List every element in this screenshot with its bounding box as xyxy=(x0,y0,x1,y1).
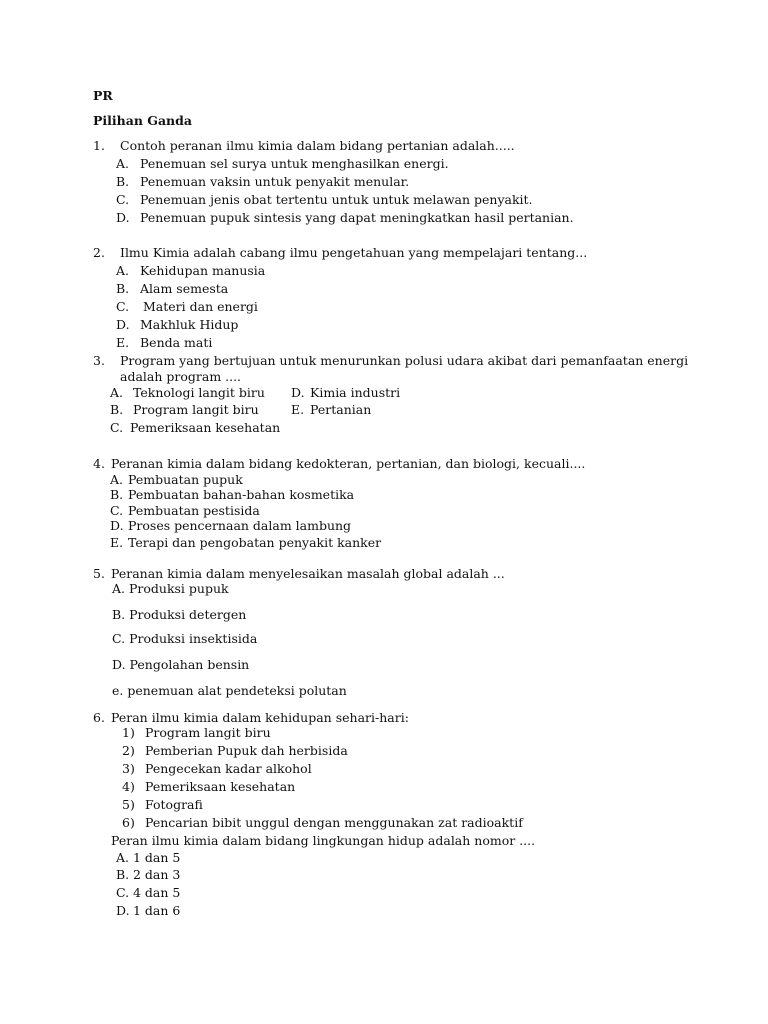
q4-option-b-text: Pembuatan bahan-bahan kosmetika xyxy=(128,487,355,502)
q3-text-line2: adalah program .... xyxy=(120,369,242,384)
q6-option-c-text: 4 dan 5 xyxy=(133,885,181,900)
q2-option-a-label: A. xyxy=(116,263,130,278)
q2-option-a-text: Kehidupan manusia xyxy=(140,263,266,278)
q3-option-b-label: B. xyxy=(110,402,124,417)
q4-option-a-label: A. xyxy=(110,472,124,487)
q4-option-d-label: D. xyxy=(110,518,124,533)
q1-text: Contoh peranan ilmu kimia dalam bidang pertanian adalah..... xyxy=(120,138,515,153)
q2-option-d-label: D. xyxy=(116,317,130,332)
q1-option-a-label: A. xyxy=(116,156,130,171)
q6-option-d-label: D. xyxy=(116,903,130,918)
q4-option-b-label: B. xyxy=(110,487,124,502)
q5-option-c: C. Produksi insektisida xyxy=(112,631,258,646)
q3-option-a-label: A. xyxy=(110,385,124,400)
q6-option-a-label: A. xyxy=(116,850,130,865)
q6-text: Peran ilmu kimia dalam kehidupan sehari-hari: xyxy=(111,710,409,725)
q6-option-b-label: B. xyxy=(116,867,130,882)
q4-option-c-label: C. xyxy=(110,503,124,518)
q3-option-b-text: Program langit biru xyxy=(133,402,259,417)
q3-option-c-text: Pemeriksaan kesehatan xyxy=(130,420,281,435)
q6-item-4-text: Pemeriksaan kesehatan xyxy=(145,779,296,794)
section-title: Pilihan Ganda xyxy=(93,113,192,128)
q4-option-e-text: Terapi dan pengobatan penyakit kanker xyxy=(128,535,382,550)
q5-option-a: A. Produksi pupuk xyxy=(112,581,229,596)
q2-option-e-label: E. xyxy=(116,335,130,350)
q4-option-e-label: E. xyxy=(110,535,124,550)
q6-question: Peran ilmu kimia dalam bidang lingkungan hidup adalah nomor .... xyxy=(111,833,536,848)
q4-text: Peranan kimia dalam bidang kedokteran, pertanian, dan biologi, kecuali.... xyxy=(111,456,586,471)
q6-item-6-text: Pencarian bibit unggul dengan menggunakan zat radioaktif xyxy=(145,815,523,830)
q3-option-a-text: Teknologi langit biru xyxy=(133,385,265,400)
page-title: PR xyxy=(93,88,113,103)
q6-item-5-label: 5) xyxy=(122,797,135,812)
q6-option-a-text: 1 dan 5 xyxy=(133,850,181,865)
q1-option-d-label: D. xyxy=(116,210,130,225)
q6-option-c-label: C. xyxy=(116,885,130,900)
q6-item-3-text: Pengecekan kadar alkohol xyxy=(145,761,312,776)
q2-option-c-text: Materi dan energi xyxy=(143,299,258,314)
q6-item-1-label: 1) xyxy=(122,725,135,740)
q6-option-b-text: 2 dan 3 xyxy=(133,867,181,882)
q2-option-b-text: Alam semesta xyxy=(140,281,229,296)
q2-text: Ilmu Kimia adalah cabang ilmu pengetahuan yang mempelajari tentang... xyxy=(120,245,588,260)
q4-option-a-text: Pembuatan pupuk xyxy=(128,472,243,487)
q6-item-2-label: 2) xyxy=(122,743,135,758)
q6-item-5-text: Fotografi xyxy=(145,797,203,812)
q1-option-b-text: Penemuan vaksin untuk penyakit menular. xyxy=(140,174,410,189)
q2-option-c-label: C. xyxy=(116,299,130,314)
q3-option-c-label: C. xyxy=(110,420,124,435)
q5-text: Peranan kimia dalam menyelesaikan masalah global adalah ... xyxy=(111,566,505,581)
q3-option-e-label: E. xyxy=(291,402,305,417)
q4-option-d-text: Proses pencernaan dalam lambung xyxy=(128,518,352,533)
q3-option-d-text: Kimia industri xyxy=(310,385,401,400)
q2-number: 2. xyxy=(93,245,105,260)
q1-option-d-text: Penemuan pupuk sintesis yang dapat meningkatkan hasil pertanian. xyxy=(140,210,574,225)
q3-option-d-label: D. xyxy=(291,385,305,400)
q6-option-d-text: 1 dan 6 xyxy=(133,903,181,918)
q1-option-a-text: Penemuan sel surya untuk menghasilkan energi. xyxy=(140,156,449,171)
q4-number: 4. xyxy=(93,456,105,471)
q6-item-2-text: Pemberian Pupuk dah herbisida xyxy=(145,743,348,758)
q5-number: 5. xyxy=(93,566,105,581)
q2-option-b-label: B. xyxy=(116,281,130,296)
q6-item-3-label: 3) xyxy=(122,761,135,776)
q3-number: 3. xyxy=(93,353,105,368)
q3-option-e-text: Pertanian xyxy=(310,402,372,417)
q6-item-4-label: 4) xyxy=(122,779,135,794)
q6-item-6-label: 6) xyxy=(122,815,135,830)
q3-text-line1: Program yang bertujuan untuk menurunkan polusi udara akibat dari pemanfaatan energi xyxy=(120,353,689,368)
q2-option-d-text: Makhluk Hidup xyxy=(140,317,239,332)
q5-option-b: B. Produksi detergen xyxy=(112,607,247,622)
q6-number: 6. xyxy=(93,710,105,725)
q1-option-c-text: Penemuan jenis obat tertentu untuk untuk melawan penyakit. xyxy=(140,192,533,207)
q1-option-c-label: C. xyxy=(116,192,130,207)
q1-number: 1. xyxy=(93,138,105,153)
q5-option-e: e. penemuan alat pendeteksi polutan xyxy=(112,683,347,698)
q6-item-1-text: Program langit biru xyxy=(145,725,271,740)
q1-option-b-label: B. xyxy=(116,174,130,189)
q5-option-d: D. Pengolahan bensin xyxy=(112,657,250,672)
q4-option-c-text: Pembuatan pestisida xyxy=(128,503,260,518)
q2-option-e-text: Benda mati xyxy=(140,335,213,350)
